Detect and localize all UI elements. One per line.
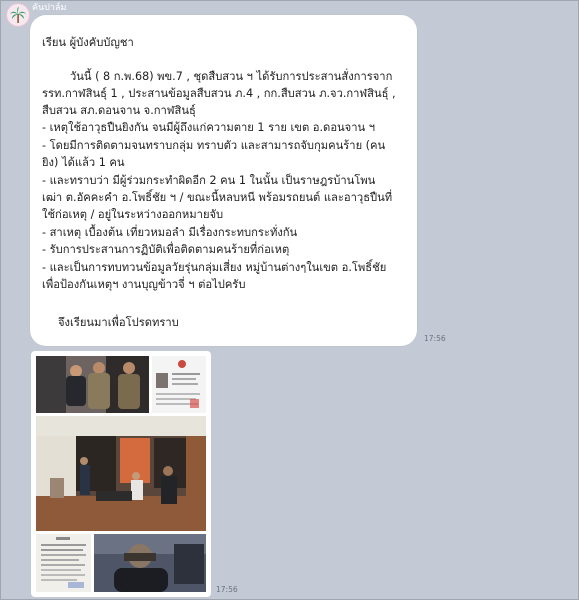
- message-line: เรียน ผู้บังคับบัญชา: [42, 36, 134, 49]
- message-line: - สาเหตุ เบื้องต้น เที่ยวหมอลำ มีเรื่องกระทบกระทั่งกัน: [42, 226, 298, 239]
- photo-image: [94, 534, 206, 592]
- message-line: - และเป็นการทบทวนข้อมูลวัยรุ่นกลุ่มเสี่ยง หมู่บ้านต่างๆในเขต อ.โพธิ์ชัย: [42, 261, 387, 274]
- palm-tree-icon: [9, 6, 27, 24]
- photo-arrest-document[interactable]: [36, 534, 91, 592]
- photo-image: [36, 534, 91, 592]
- message-line: รรท.กาฬสินธุ์ 1 , ประสานข้อมูลสืบสวน ภ.4 , กก.สืบสวน ภ.จว.กาฬสินธุ์ ,: [42, 87, 396, 100]
- photo-suspect-blurred[interactable]: [94, 534, 206, 592]
- message-bubble[interactable]: [30, 15, 417, 346]
- photo-image: [36, 416, 206, 531]
- message-line: จึงเรียนมาเพื่อโปรดทราบ: [58, 316, 179, 329]
- message-line: ใช้ก่อเหตุ / อยู่ในระหว่างออกหมายจับ: [42, 208, 224, 221]
- sender-avatar[interactable]: [6, 3, 30, 27]
- message-timestamp: 17:56: [424, 334, 446, 343]
- message-line: - และทราบว่า มีผู้ร่วมกระทำผิดอีก 2 คน 1 ในนั้น เป็นราษฎรบ้านโพน: [42, 174, 376, 187]
- photo-doc-portrait[interactable]: [152, 356, 206, 413]
- message-line: สืบสวน สภ.ดอนจาน จ.กาฬสินธุ์: [42, 104, 196, 117]
- message-line: ยิง) ได้แล้ว 1 คน: [42, 156, 125, 169]
- message-line: - โดยมีการติดตามจนทราบกลุ่ม ทราบตัว และสามารถจับกุมคนร้าย (คน: [42, 139, 386, 152]
- message-line: วันนี้ ( 8 ก.พ.68) พข.7 , ชุดสืบสวน ฯ ได้รับการประสานสั่งการจาก: [70, 70, 393, 83]
- photo-timestamp: 17:56: [216, 585, 238, 594]
- message-line: - เหตุใช้อาวุธปืนยิงกัน จนมีผู้ถึงแก่ความตาย 1 ราย เขต อ.ดอนจาน ฯ: [42, 121, 376, 134]
- photo-image: [36, 356, 149, 413]
- photo-image: [152, 356, 206, 413]
- photo-officers-escort[interactable]: [36, 356, 149, 413]
- message-line: เพื่อป้องกันเหตุฯ งานบุญข้าวจี่ ฯ ต่อไปครับ: [42, 278, 246, 291]
- message-line: - รับการประสานการฏิบัติเพื่อติดตามคนร้ายที่ก่อเหตุ: [42, 243, 290, 256]
- photo-collage[interactable]: [31, 351, 211, 597]
- photo-station-interior[interactable]: [36, 416, 206, 531]
- message-line: เฒ่า ต.อัคคะคำ อ.โพธิ์ชัย ฯ / ขณะนี้หลบหนี พร้อมรถยนต์ และอาวุธปืนที่: [42, 191, 393, 204]
- sender-name: คันปาล์ม: [32, 3, 67, 13]
